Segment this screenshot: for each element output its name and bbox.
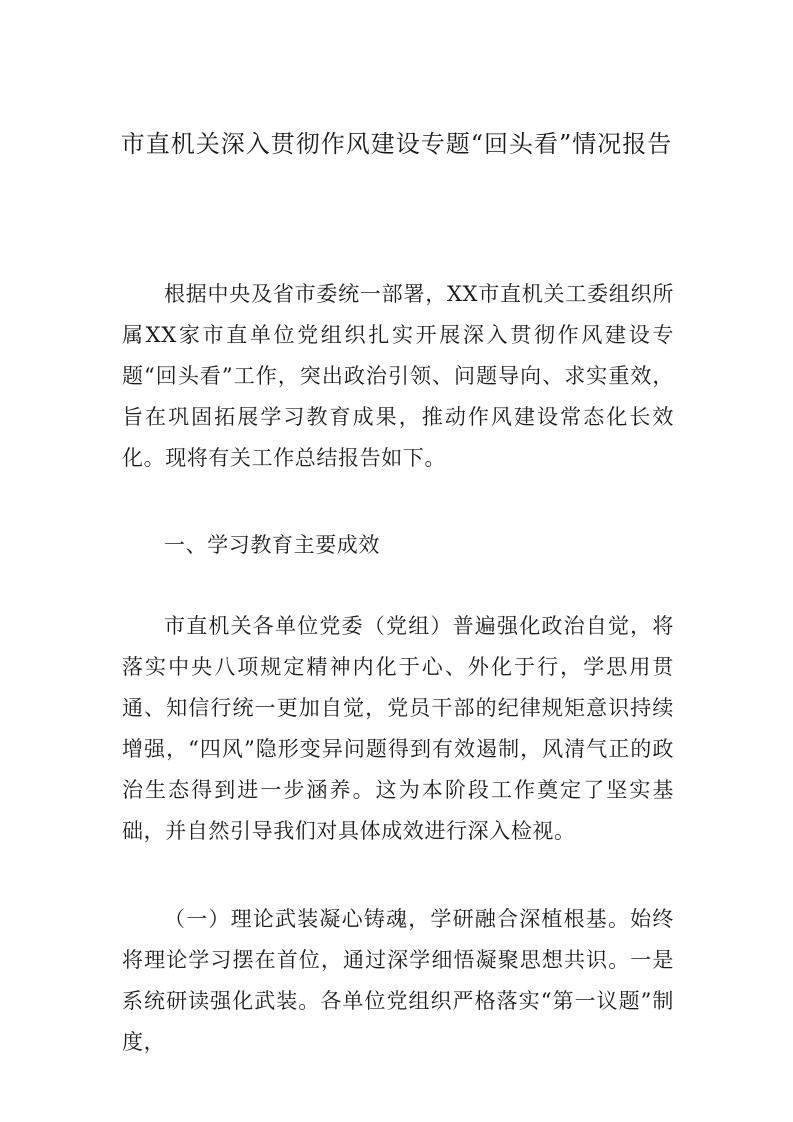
subsection-1-paragraph: （一）理论武装凝心铸魂，学研融合深植根基。始终将理论学习摆在首位，通过深学细悟凝聚思想共识。一是系统研读强化武装。各单位党组织严格落实“第一议题”制度， xyxy=(122,907,674,1054)
section-heading-1: 一、学习教育主要成效 xyxy=(164,533,380,557)
intro-paragraph: 根据中央及省市委统一部署，XX市直机关工委组织所属XX家市直单位党组织扎实开展深入贯彻作风建设专题“回头看”工作，突出政治引领、问题导向、求实重效，旨在巩固拓展学习教育成果，推动作风建设常态化长效化。现将有关工作总结报告如下。 xyxy=(122,282,674,470)
document-title: 市直机关深入贯彻作风建设专题“回头看”情况报告 xyxy=(120,130,673,158)
section-1-paragraph: 市直机关各单位党委（党组）普遍强化政治自觉，将落实中央八项规定精神内化于心、外化于行，学思用贯通、知信行统一更加自觉，党员干部的纪律规矩意识持续增强，“四风”隐形变异问题得到有效遏制，风清气正的政治生态得到进一步涵养。这为本阶段工作奠定了坚实基础，并自然引导我们对具体成效进行深入检视。 xyxy=(122,614,674,843)
